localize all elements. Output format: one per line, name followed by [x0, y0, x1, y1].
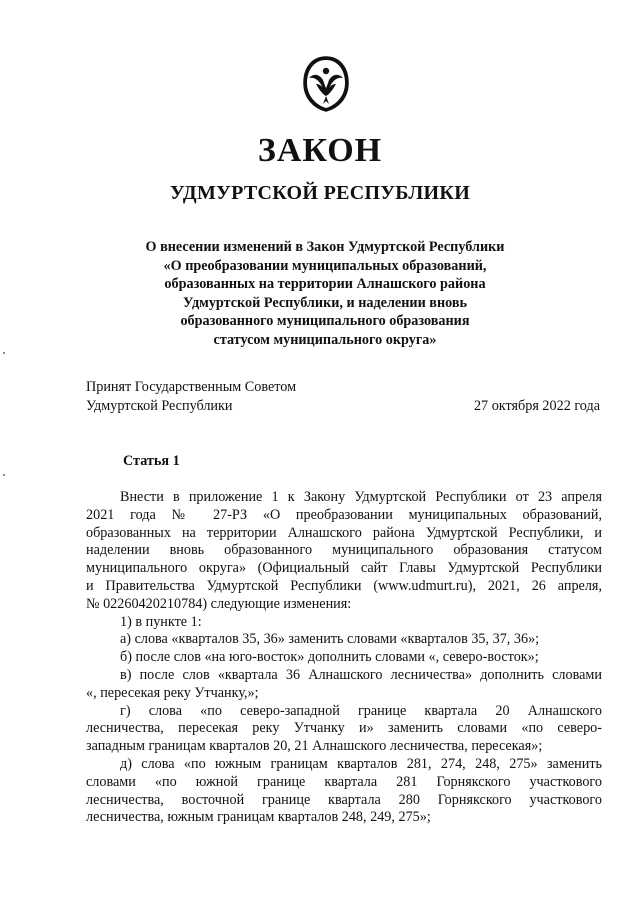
heading-line: образованных на территории Алнашского района: [164, 276, 486, 292]
body-line: б) после слов «на юго-восток» дополнить словами «, северо-восток»;: [120, 649, 539, 666]
adoption-date: 27 октября 2022 года: [473, 398, 600, 414]
body-line: «, пересекая реку Утчанку,»;: [86, 684, 259, 701]
body-line: словами «по южной границе квартала 281 Горнякского участкового: [86, 773, 602, 790]
body-line: а) слова «кварталов 35, 36» заменить словами «кварталов 35, 37, 36»;: [120, 631, 540, 648]
adoption-line: Принят Государственным Советом: [86, 379, 297, 395]
body-line: муниципального округа» (Официальный сайт Главы Удмуртской Республики: [86, 560, 602, 577]
heading-line: О внесении изменений в Закон Удмуртской Республики: [145, 239, 505, 255]
heading-line: Удмуртской Республики, и наделении вновь: [182, 294, 468, 311]
adoption-note: [86, 378, 296, 416]
heading-line: образованного муниципального образования: [180, 313, 470, 329]
scan-margin-mark: [3, 474, 5, 476]
article-title: Статья 1: [123, 453, 180, 469]
body-line: лесничества, восточной границе квартала 280 Горнякского участкового: [86, 791, 602, 808]
body-line: лесничества, южным границам кварталов 248, 249, 275»;: [86, 809, 431, 826]
body-line: в) после слов «квартала 36 Алнашского лесничества» дополнить словами: [120, 666, 602, 683]
body-line: Внести в приложение 1 к Закону Удмуртской Республики от 23 апреля: [120, 489, 602, 505]
body-line: г) слова «по северо-западной границе квартала 20 Алнашского: [120, 702, 602, 719]
law-heading: [120, 238, 530, 349]
body-line: западным границам кварталов 20, 21 Алнашского лесничества, пересекая»;: [86, 738, 543, 755]
scan-margin-mark: [3, 352, 5, 354]
body-line: лесничества, пересекая реку Утчанку и» заменить словами «по северо-: [86, 720, 602, 737]
heading-line: статусом муниципального округа»: [213, 331, 437, 348]
body-line: и Правительства Удмуртской Республики (www.udmurt.ru), 2021, 26 апреля,: [86, 577, 602, 594]
body-line: 1) в пункте 1:: [120, 613, 202, 630]
body-line: д) слова «по южным границам кварталов 281, 274, 248, 275» заменить: [120, 755, 602, 772]
body-line: наделении вновь образованного муниципального образования статусом: [86, 542, 602, 559]
body-line: № 02260420210784) следующие изменения:: [86, 595, 352, 612]
adoption-line: Удмуртской Республики: [86, 398, 233, 414]
body-line: 2021 года № 27-РЗ «О преобразовании муниципальных образований,: [86, 506, 602, 523]
document-subtitle: УДМУРТСКОЙ РЕСПУБЛИКИ: [169, 182, 471, 204]
article-body: [86, 489, 602, 827]
body-line: образованных на территории Алнашского района Удмуртской Республики, и: [86, 524, 602, 541]
heading-line: «О преобразовании муниципальных образований,: [163, 257, 487, 274]
udmurt-coat-of-arms-icon: [302, 56, 350, 112]
document-title: ЗАКОН: [257, 132, 383, 169]
